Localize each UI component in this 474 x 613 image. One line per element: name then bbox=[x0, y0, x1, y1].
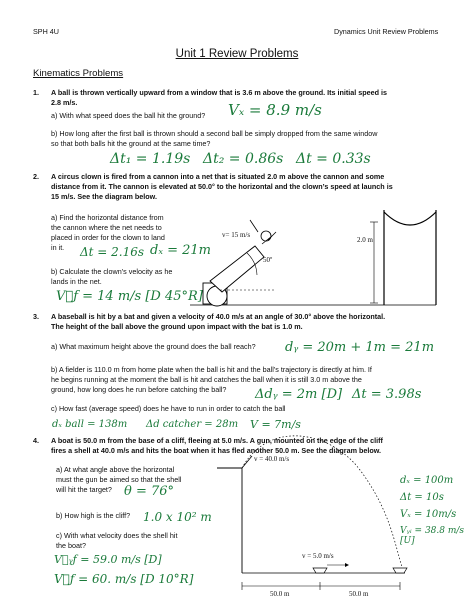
question-number: 3. bbox=[33, 312, 39, 321]
diagram-distance-label: 50.0 m bbox=[270, 590, 290, 598]
question-stem: fires a shell at 40.0 m/s and hits the boat when it has fled another 50.0 m. See the diagram below. bbox=[51, 446, 382, 455]
part-a-text: a) What maximum height above the ground does the ball reach? bbox=[51, 342, 256, 351]
part-a-text: a) With what speed does the ball hit the ground? bbox=[51, 111, 206, 120]
question-number: 4. bbox=[33, 436, 39, 445]
part-a-text: a) At what angle above the horizontal bbox=[56, 465, 175, 474]
part-c-text: c) With what velocity does the shell hit bbox=[56, 531, 178, 540]
question-stem: A ball is thrown vertically upward from a window that is 3.6 m above the ground. Its initial speed is bbox=[51, 88, 388, 97]
diagram-velocity-label: v = 40.0 m/s bbox=[254, 455, 290, 463]
question-stem: The height of the ball above the ground upon impact with the bat is 1.0 m. bbox=[51, 322, 303, 331]
part-b-text: b) How high is the cliff? bbox=[56, 511, 131, 520]
part-b-text: b) A fielder is 110.0 m from home plate when the ball is hit and the ball’s trajectory is directly at him. If bbox=[51, 365, 372, 374]
question-number: 1. bbox=[33, 88, 39, 97]
diagram-velocity-label: v= 15 m/s bbox=[222, 231, 251, 239]
question-stem: distance from it. The cannon is elevated at 50.0° to the horizontal and the clown’s speed at launch is bbox=[51, 182, 393, 191]
part-a-text: a) Find the horizontal distance from bbox=[51, 213, 164, 222]
handwritten-answer: Δt₁ = 1.19s bbox=[110, 151, 191, 167]
handwritten-answer: Δt = 10s bbox=[400, 492, 444, 503]
document-subject: Dynamics Unit Review Problems bbox=[334, 27, 439, 36]
diagram-angle-label: 50º bbox=[263, 256, 273, 264]
question-stem: A boat is 50.0 m from the base of a cliff, fleeing at 5.0 m/s. A gun, mounted on the edge of the cliff bbox=[51, 436, 383, 445]
section-heading: Kinematics Problems bbox=[33, 68, 124, 79]
handwritten-answer: V⃗ᵧƒ = 59.0 m/s [D] bbox=[54, 553, 162, 566]
part-c-text: the boat? bbox=[56, 541, 86, 550]
question-stem: A baseball is hit by a bat and given a velocity of 40.0 m/s at an angle of 30.0° above the horizontal. bbox=[51, 312, 386, 321]
handwritten-answer: Vᵧᵢ = 38.8 m/s [U] bbox=[400, 526, 465, 546]
diagram-boat-velocity-label: v = 5.0 m/s bbox=[302, 552, 334, 560]
part-a-text: placed in order for the clown to land bbox=[51, 233, 165, 242]
handwritten-answer: dₓ = 100m bbox=[400, 475, 454, 486]
handwritten-answer: Δdᵧ = 2m [D] bbox=[255, 387, 343, 402]
handwritten-answer: 1.0 x 10² m bbox=[143, 510, 212, 524]
handwritten-answer: V⃗ƒ = 14 m/s [D 45°R] bbox=[56, 289, 203, 304]
question-stem: 15 m/s. See the diagram below. bbox=[51, 192, 157, 201]
course-code: SPH 4U bbox=[33, 27, 59, 36]
part-b-text: lands in the net. bbox=[51, 277, 102, 286]
part-a-text: the cannon where the net needs to bbox=[51, 223, 162, 232]
handwritten-answer: dᵧ = 20m + 1m = 21m bbox=[285, 340, 435, 355]
handwritten-answer: θ = 76° bbox=[124, 484, 175, 499]
part-b-text: he begins running at the moment the ball is hit and catches the ball when it is still 3.0 m above the bbox=[51, 375, 362, 384]
handwritten-answer: Vₓ = 10m/s bbox=[400, 509, 457, 520]
handwritten-answer: dₓ ball = 138m bbox=[52, 419, 128, 430]
handwritten-answer: V⃗ƒ = 60. m/s [D 10°R] bbox=[54, 572, 194, 586]
handwritten-answer: Δt = 3.98s bbox=[352, 387, 422, 402]
handwritten-answer: Δt₂ = 0.86s bbox=[203, 151, 284, 167]
handwritten-answer: dₓ = 21m bbox=[150, 243, 211, 258]
page-title: Unit 1 Review Problems bbox=[175, 48, 299, 60]
part-c-text: c) How fast (average speed) does he have to run in order to catch the ball bbox=[51, 404, 286, 413]
part-b-text: b) Calculate the clown’s velocity as he bbox=[51, 267, 173, 276]
handwritten-answer: Δt = 2.16s bbox=[80, 245, 145, 259]
part-b-text: ground, how long does he run before catching the ball? bbox=[51, 385, 227, 394]
part-b-text: b) How long after the first ball is thrown should a second ball be simply dropped from the same window bbox=[51, 129, 378, 138]
part-a-text: must the gun be aimed so that the shell bbox=[56, 475, 182, 484]
boat-end bbox=[393, 568, 407, 573]
question-number: 2. bbox=[33, 172, 39, 181]
question-stem: 2.8 m/s. bbox=[51, 98, 78, 107]
handwritten-answer: Vₓ = 8.9 m/s bbox=[228, 101, 322, 119]
boat-start bbox=[313, 568, 327, 573]
diagram-height-label: 2.0 m bbox=[357, 236, 373, 244]
part-b-text: so that both balls hit the ground at the same time? bbox=[51, 139, 211, 148]
handwritten-answer: Δd catcher = 28m bbox=[146, 419, 239, 430]
diagram-distance-label: 50.0 m bbox=[349, 590, 369, 598]
question-stem: A circus clown is fired from a cannon into a net that is situated 2.0 m above the cannon and some bbox=[51, 172, 385, 181]
part-a-text: in it. bbox=[51, 243, 65, 252]
handwritten-answer: V = 7m/s bbox=[250, 418, 301, 431]
handwritten-answer: Δt = 0.33s bbox=[296, 151, 371, 167]
part-a-text: will hit the target? bbox=[56, 485, 112, 494]
